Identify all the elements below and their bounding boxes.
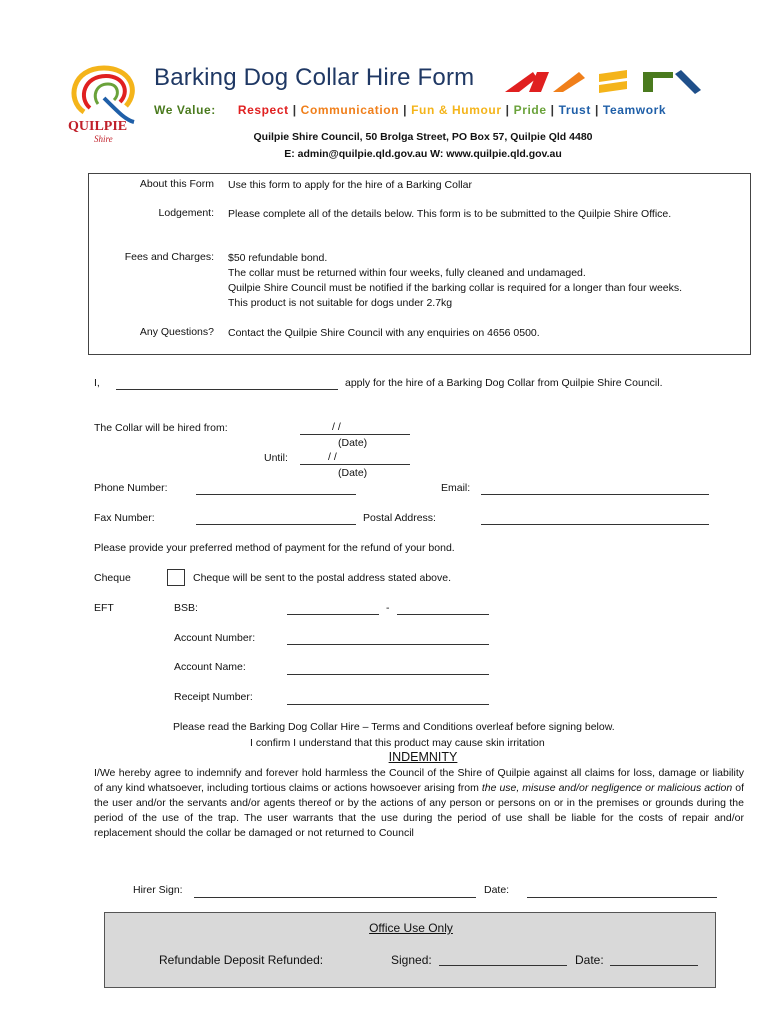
terms-note: Please read the Barking Dog Collar Hire – Terms and Conditions overleaf before signing below. <box>173 721 615 733</box>
cheque-text: Cheque will be sent to the postal address stated above. <box>193 572 451 584</box>
i-label: I, <box>94 377 100 389</box>
hirer-signature-field[interactable] <box>194 897 476 898</box>
council-address: Quilpie Shire Council, 50 Brolga Street, PO Box 57, Quilpie Qld 4480 <box>253 131 593 143</box>
receipt-number-field[interactable] <box>287 704 489 705</box>
svg-text:QUILPIE: QUILPIE <box>68 119 128 134</box>
receipt-number-label: Receipt Number: <box>174 691 253 703</box>
office-use-title: Office Use Only <box>369 921 453 935</box>
office-date-label: Date: <box>575 953 604 967</box>
cheque-checkbox[interactable] <box>167 569 185 586</box>
svg-text:Shire: Shire <box>94 134 113 144</box>
value-item: Fun & Humour <box>411 103 502 117</box>
value-item: Pride <box>513 103 547 117</box>
email-field[interactable] <box>481 494 709 495</box>
date-caption: (Date) <box>338 437 368 449</box>
form-title: Barking Dog Collar Hire Form <box>154 64 475 91</box>
fees-line: The collar must be returned within four weeks, fully cleaned and undamaged. <box>228 267 586 279</box>
until-label: Until: <box>264 452 288 464</box>
fees-text <box>228 251 718 311</box>
indemnity-title: INDEMNITY <box>388 750 458 764</box>
indemnity-text <box>94 766 744 841</box>
phone-label: Phone Number: <box>94 482 168 494</box>
office-signed-field[interactable] <box>439 965 567 966</box>
hired-from-label: The Collar will be hired from: <box>94 422 228 434</box>
value-item: Trust <box>558 103 591 117</box>
questions-label: Any Questions? <box>139 326 214 338</box>
office-signed-label: Signed: <box>391 953 432 967</box>
lodgement-label: Lodgement: <box>158 207 214 219</box>
hirer-sign-label: Hirer Sign: <box>133 884 183 896</box>
value-item: Teamwork <box>602 103 667 117</box>
date-until-slashes: / / <box>328 451 337 463</box>
bsb-field-2[interactable] <box>397 614 489 615</box>
values-separator: | <box>594 103 599 117</box>
phone-field[interactable] <box>196 494 356 495</box>
fax-label: Fax Number: <box>94 512 155 524</box>
fees-line: Quilpie Shire Council must be notified if the barking collar is required for a longer than four weeks. <box>228 282 683 294</box>
value-item: Communication <box>300 103 400 117</box>
indemnity-text-a: I/We hereby agree to indemnify and forever hold harmless the Council of the Shire of Quilpie against all claims for loss, damage or liability of any kind whatsoever, including tortious claims or actions howsoever arising from <box>94 767 744 794</box>
date-caption: (Date) <box>338 467 368 479</box>
values-separator: | <box>550 103 555 117</box>
fees-label: Fees and Charges: <box>124 251 214 263</box>
email-label: Email: <box>441 482 471 494</box>
indemnity-text-italic: the use, misuse and/or negligence or malicious action <box>481 782 733 794</box>
office-date-field[interactable] <box>610 965 698 966</box>
account-name-label: Account Name: <box>174 661 246 673</box>
confirm-note: I confirm I understand that this product may cause skin irritation <box>250 737 545 749</box>
date-from-slashes: / / <box>332 421 341 433</box>
values-line <box>154 103 666 117</box>
values-separator: | <box>505 103 510 117</box>
fees-line: This product is not suitable for dogs under 2.7kg <box>228 297 453 309</box>
values-list <box>238 103 666 117</box>
indemnity-text-b: of the user and/or the servants and/or agents thereof or by the actions of any person or persons on or in the premises or grounds during the period of the use of the trap. The user warrants that the use during the period of use shall be liable for the costs of repair and/or replacement should the collar be damaged or not returned to Council <box>94 782 744 839</box>
values-separator: | <box>292 103 297 117</box>
fax-field[interactable] <box>196 524 356 525</box>
about-text: Use this form to apply for the hire of a Barking Collar <box>228 179 472 191</box>
values-separator: | <box>403 103 408 117</box>
refund-label: Refundable Deposit Refunded: <box>159 953 324 967</box>
about-label: About this Form <box>139 178 214 190</box>
applicant-name-field[interactable] <box>116 389 338 390</box>
eft-label: EFT <box>94 602 114 614</box>
bsb-label: BSB: <box>174 602 198 614</box>
lodgement-text: Please complete all of the details below. This form is to be submitted to the Quilpie Shire Office. <box>228 208 672 220</box>
office-use-box <box>104 912 716 988</box>
value-item: Respect <box>237 103 289 117</box>
sign-date-label: Date: <box>484 884 510 896</box>
account-number-label: Account Number: <box>174 632 256 644</box>
cheque-label: Cheque <box>94 572 131 584</box>
fees-line: $50 refundable bond. <box>228 252 328 264</box>
account-number-field[interactable] <box>287 644 489 645</box>
postal-address-field[interactable] <box>481 524 709 525</box>
sign-date-field[interactable] <box>527 897 717 898</box>
council-banner-graphic <box>503 68 703 96</box>
account-name-field[interactable] <box>287 674 489 675</box>
values-label: We Value: <box>154 103 216 117</box>
bsb-field-1[interactable] <box>287 614 379 615</box>
form-info-box <box>88 173 751 355</box>
payment-prompt: Please provide your preferred method of payment for the refund of your bond. <box>94 542 455 554</box>
hire-until-date-field[interactable] <box>300 464 410 465</box>
apply-text: apply for the hire of a Barking Dog Collar from Quilpie Shire Council. <box>345 377 663 389</box>
postal-label: Postal Address: <box>363 512 436 524</box>
council-contact: E: admin@quilpie.qld.gov.au W: www.quilpie.qld.gov.au <box>284 148 562 160</box>
bsb-dash: - <box>386 602 390 614</box>
hire-from-date-field[interactable] <box>300 434 410 435</box>
questions-text: Contact the Quilpie Shire Council with any enquiries on 4656 0500. <box>228 327 540 339</box>
